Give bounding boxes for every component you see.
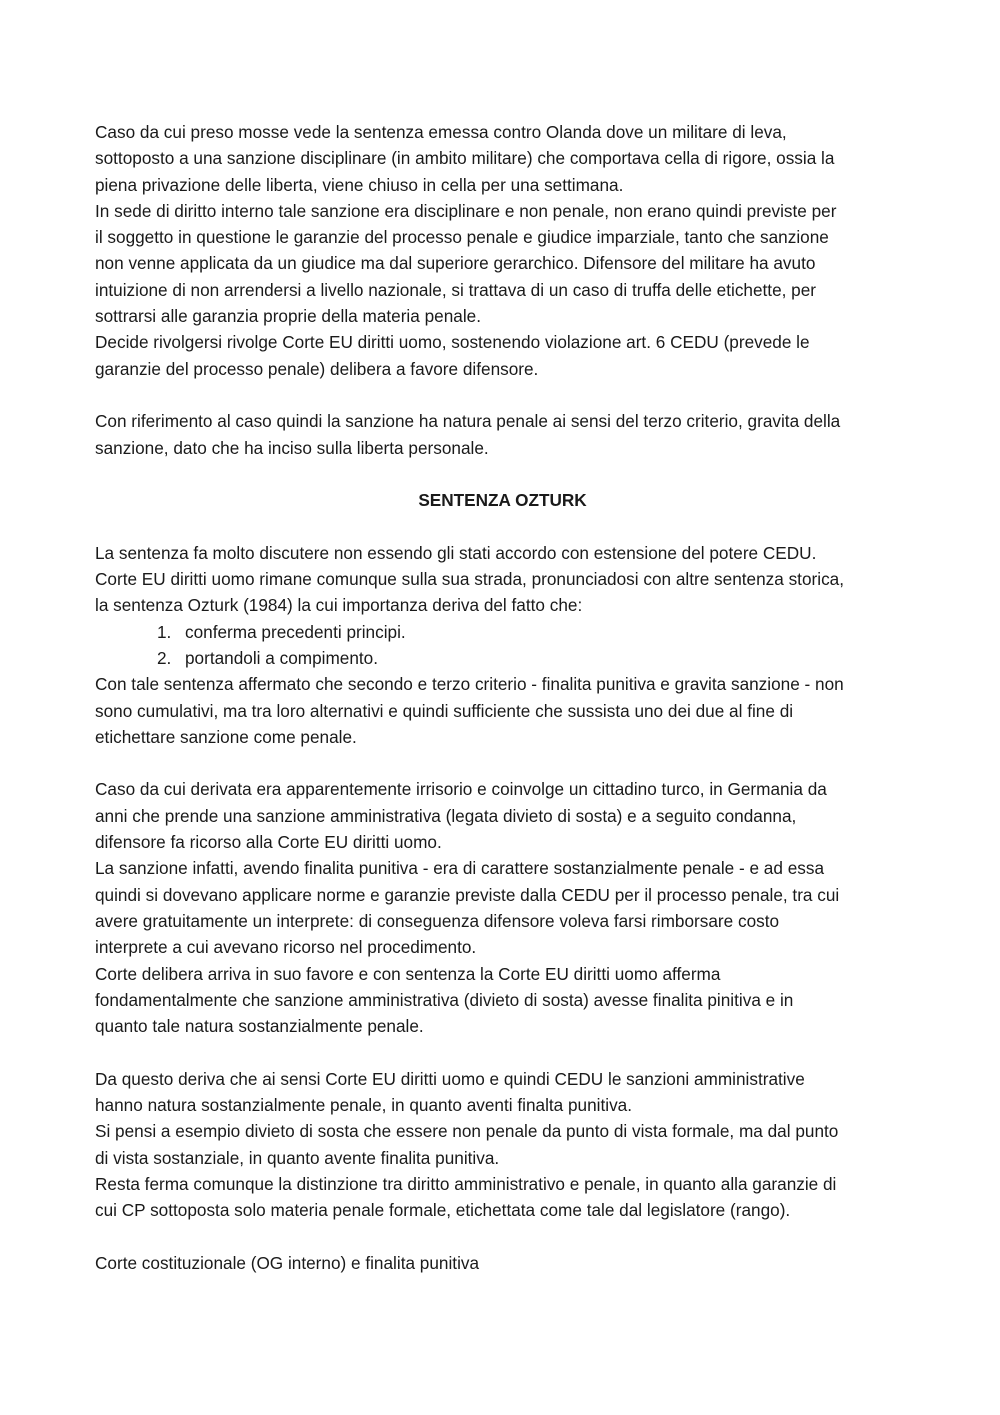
text-line: Da questo deriva che ai sensi Corte EU diritti uomo e quindi CEDU le sanzioni amministrative [95, 1068, 805, 1089]
text-line: anni che prende una sanzione amministrativa (legata divieto di sosta) e a seguito condanna, [95, 805, 797, 826]
text-line: La sentenza fa molto discutere non essendo gli stati accordo con estensione del potere CEDU. [95, 542, 817, 563]
section-heading: SENTENZA OZTURK [418, 490, 587, 511]
list-item-text: conferma precedenti principi. [185, 621, 406, 642]
text-line: sottoposto a una sanzione disciplinare (in ambito militare) che comportava cella di rigore, ossia la [95, 148, 835, 169]
list-item [95, 619, 910, 645]
text-line: Con riferimento al caso quindi la sanzione ha natura penale ai sensi del terzo criterio, gravita della [95, 411, 841, 432]
text-line: Con tale sentenza affermato che secondo e terzo criterio - finalita punitiva e gravita sanzione - non [95, 674, 844, 695]
text-line: In sede di diritto interno tale sanzione era disciplinare e non penale, non erano quindi previste per [95, 200, 837, 221]
blank-line [95, 513, 910, 539]
text-line: cui CP sottoposta solo materia penale formale, etichettata come tale dal legislatore (rango). [95, 1200, 791, 1221]
paragraph-ozturk-case [95, 776, 910, 1039]
text-line: piena privazione delle liberta, viene chiuso in cella per una settimana. [95, 174, 624, 195]
text-line: Caso da cui preso mosse vede la sentenza emessa contro Olanda dove un militare di leva, [95, 122, 787, 142]
text-line: la sentenza Ozturk (1984) la cui importanza deriva del fatto che: [95, 595, 583, 616]
blank-line [95, 461, 910, 487]
text-line: sono cumulativi, ma tra loro alternativi e quindi sufficiente che sussista uno dei due al fine di [95, 700, 794, 721]
paragraph-conseguenze [95, 1066, 910, 1224]
text-line: Corte delibera arriva in suo favore e con sentenza la Corte EU diritti uomo afferma [95, 963, 721, 984]
text-line: hanno natura sostanzialmente penale, in quanto aventi finalta punitiva. [95, 1094, 633, 1115]
text-line: intuizione di non arrendersi a livello nazionale, si trattava di un caso di truffa delle etichette, per [95, 279, 817, 300]
text-line: Corte costituzionale (OG interno) e finalita punitiva [95, 1252, 480, 1273]
text-line: interprete a cui avevano ricorso nel procedimento. [95, 937, 477, 958]
blank-line [95, 1039, 910, 1065]
text-line: sanzione, dato che ha inciso sulla liberta personale. [95, 437, 489, 458]
text-line: difensore fa ricorso alla Corte EU diritti uomo. [95, 832, 442, 853]
paragraph-natura-penale [95, 408, 910, 461]
text-line: non venne applicata da un giudice ma dal superiore gerarchico. Difensore del militare ha avuto [95, 253, 816, 274]
text-line: La sanzione infatti, avendo finalita punitiva - era di carattere sostanzialmente penale - e ad essa [95, 858, 825, 879]
text-line: di vista sostanziale, in quanto avente finalita punitiva. [95, 1147, 500, 1168]
paragraph-corte-costituzionale [95, 1250, 910, 1276]
text-line: Caso da cui derivata era apparentemente irrisorio e coinvolge un cittadino turco, in Germania da [95, 779, 827, 800]
list-item [95, 645, 910, 671]
text-line: Si pensi a esempio divieto di sosta che essere non penale da punto di vista formale, ma dal punto [95, 1121, 839, 1142]
text-line: il soggetto in questione le garanzie del processo penale e giudice imparziale, tanto che sanzione [95, 227, 829, 248]
text-line: Corte EU diritti uomo rimane comunque sulla sua strada, pronunciadosi con altre sentenza storica, [95, 569, 844, 590]
text-line: avere gratuitamente un interprete: di conseguenza difensore voleva farsi rimborsare costo [95, 910, 780, 931]
list-number: 2. [157, 647, 172, 668]
text-line: quanto tale natura sostanzialmente penale. [95, 1016, 424, 1037]
text-line: garanzie del processo penale) delibera a favore difensore. [95, 358, 539, 379]
text-line: Decide rivolgersi rivolge Corte EU diritti uomo, sostenendo violazione art. 6 CEDU (prevede le [95, 332, 810, 353]
text-line: fondamentalmente che sanzione amministrativa (divieto di sosta) avesse finalita pinitiva e in [95, 989, 794, 1010]
list-number: 1. [157, 621, 172, 642]
document-page [95, 119, 910, 1276]
text-line: quindi si dovevano applicare norme e garanzie previste dalla CEDU per il processo penale, tra cui [95, 884, 840, 905]
blank-line [95, 750, 910, 776]
text-line: Resta ferma comunque la distinzione tra diritto amministrativo e penale, in quanto alla garanzie di [95, 1173, 837, 1194]
numbered-list [95, 619, 910, 672]
paragraph-olanda-case [95, 119, 910, 382]
paragraph-ozturk-intro [95, 540, 910, 750]
blank-line [95, 382, 910, 408]
blank-line [95, 1223, 910, 1249]
text-line: etichettare sanzione come penale. [95, 726, 357, 747]
text-line: sottrarsi alle garanzia proprie della materia penale. [95, 306, 481, 327]
list-item-text: portandoli a compimento. [185, 647, 378, 668]
